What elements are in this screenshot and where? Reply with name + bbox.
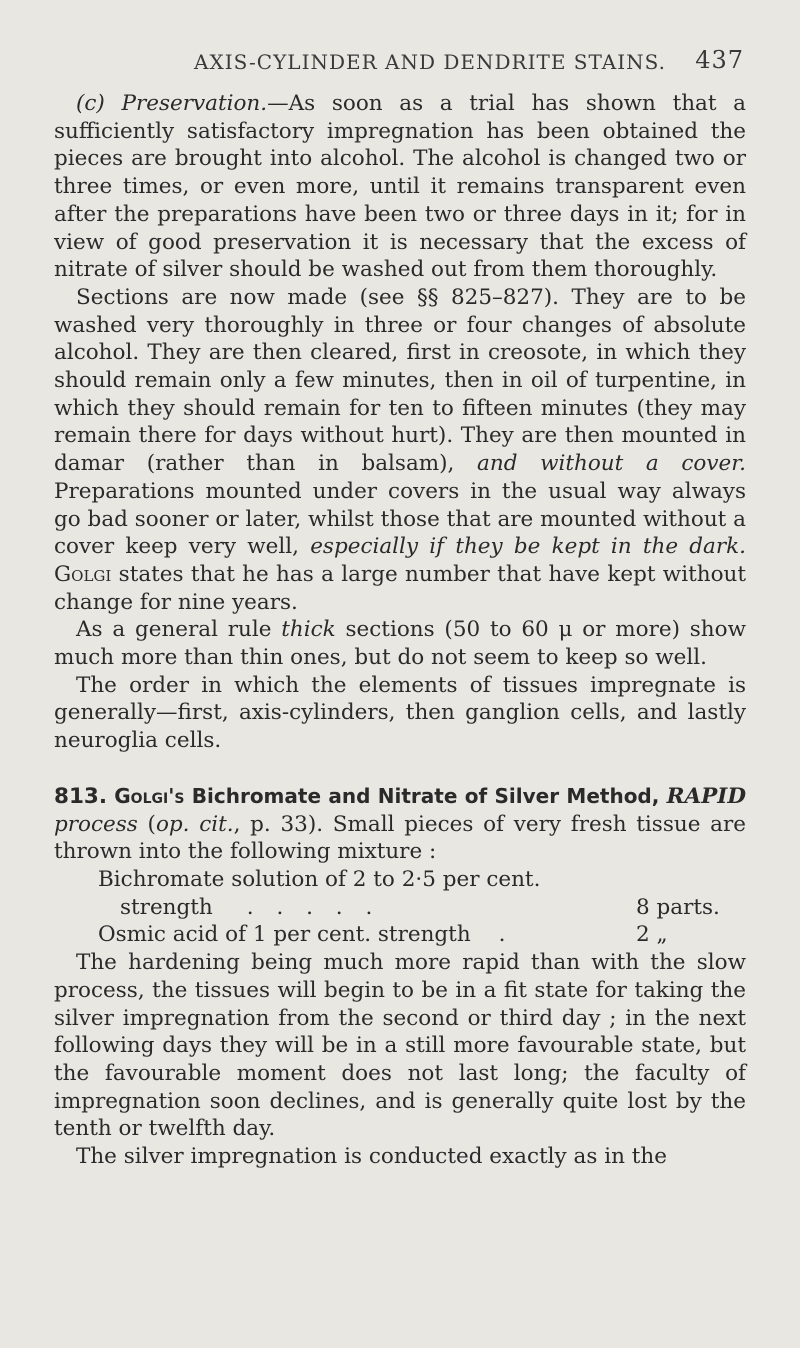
sections-text-b: Preparations mounted under covers in the usual way always go bad sooner or later, whilst those that are mounted without a cover keep very well, [54, 478, 746, 560]
order-paragraph: The order in which the elements of tissues impregnate is generally—first, axis-cylinders, then ganglion cells, and lastly neuroglia cells. [54, 672, 746, 754]
golgi-name: Golgi [54, 561, 112, 587]
process-label: process [54, 811, 138, 837]
leader-dots: . . . . . [246, 894, 381, 920]
rapid-label: RAPID [666, 783, 746, 809]
running-title: AXIS-CYLINDER AND DENDRITE STAINS. [194, 50, 666, 74]
preservation-label: (c) Preservation. [76, 91, 268, 116]
mixture-item-name: Bichromate solution of 2 to 2·5 per cent. [98, 866, 541, 892]
leader-dots: . [498, 922, 506, 948]
without-cover-emphasis: and without a cover. [477, 451, 746, 477]
body-text [54, 90, 746, 1171]
kept-dark-emphasis: especially if they be kept in the dark. [310, 534, 746, 560]
section-gap [54, 755, 746, 783]
page-number: 437 [695, 46, 744, 74]
mixture-item-strength: strength [120, 894, 213, 920]
section-author: Golgi's [114, 783, 185, 808]
mixture-item-osmic [54, 921, 746, 949]
sections-text-a: Sections are now made (see §§ 825–827). They are to be washed very thoroughly in three or four changes of absolute alcohol. They are then cleared, first in creosote, in which they should remain only a few minutes, then in oil of turpentine, in which they should remain for ten to fifteen minutes (they may remain there for days without hurt). They are then mounted in damar (rather than in balsam), [54, 284, 746, 477]
thick-text-a: As a general rule [76, 617, 282, 643]
hardening-paragraph: The hardening being much more rapid than with the slow process, the tissues will begin to be in a fit state for taking the silver impregnation from the second or third day ; in the next following days they will be in a still more favourable state, but the favourable moment does not last long; the faculty of impregnation soon declines, and is generally quite lost by the tenth or twelfth day. [54, 950, 746, 1142]
preservation-paragraph [54, 90, 746, 284]
thick-emphasis: thick [281, 617, 336, 643]
citation-op-cit: op. cit. [155, 811, 234, 837]
mixture-item-line [98, 894, 746, 922]
mixture-list [54, 866, 746, 949]
mixture-item-quantity: 2 „ [636, 922, 668, 948]
running-header [54, 46, 746, 84]
section-813-intro [54, 783, 746, 866]
mixture-item-bichromate [54, 866, 746, 921]
citation-open: ( [137, 811, 156, 837]
thick-sections-paragraph [54, 616, 746, 671]
mixture-item-quantity: 8 parts. [636, 894, 720, 920]
sections-paragraph [54, 284, 746, 616]
section-number: 813. [54, 783, 108, 809]
citation-close: , p. 33). [233, 811, 324, 837]
section-heading: Bichromate and Nitrate of Silver Method, [184, 783, 660, 808]
thick-text-b: sections (50 to 60 μ or more) show much more than thin ones, but do not seem to keep so well. [54, 617, 746, 671]
sections-text-d: states that he has a large number that have kept without change for nine years. [54, 561, 746, 615]
section-intro-text: Small pieces of very fresh tissue are thrown into the following mixture : [54, 811, 746, 865]
mixture-item-name: Osmic acid of 1 per cent. strength [98, 922, 471, 948]
impregnation-paragraph: The silver impregnation is conducted exactly as in the [76, 1144, 667, 1170]
preservation-text: —As soon as a trial has shown that a sufficiently satisfactory impregnation has been obtained the pieces are brought into alcohol. The alcohol is changed two or three times, or even more, until it remains transparent even after the preparations have been two or three days in it; for in view of good preservation it is necessary that the excess of nitrate of silver should be washed out from them thoroughly. [54, 91, 746, 283]
